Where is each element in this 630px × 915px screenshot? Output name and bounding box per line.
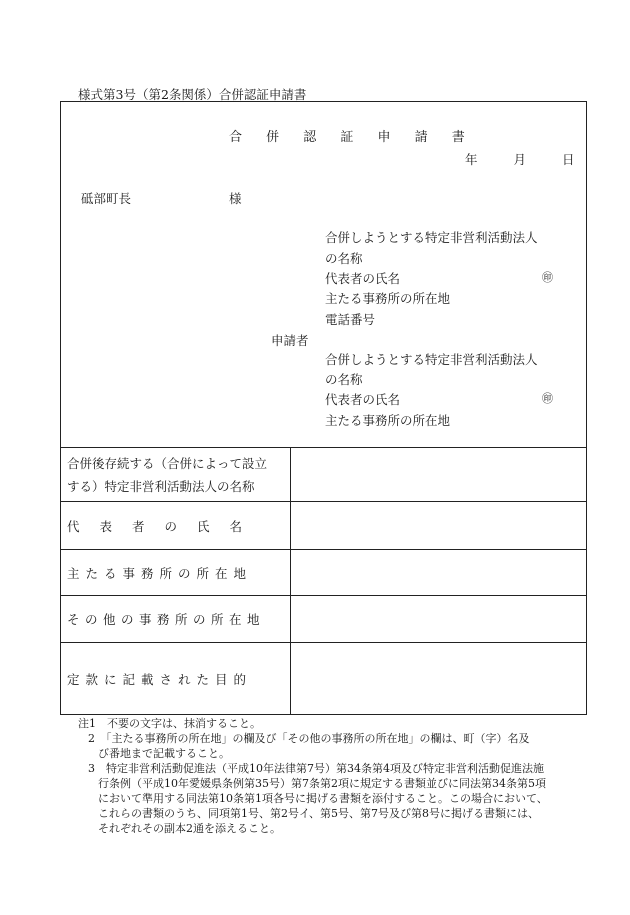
- applicant-1-name-line-2: の名称: [325, 251, 363, 266]
- applicant-2-seal-mark: ㊞: [542, 392, 553, 405]
- recipient-suffix: 様: [229, 191, 242, 206]
- table-row: [61, 550, 586, 596]
- representative-field[interactable]: [291, 502, 587, 550]
- recipient-name: 砥部町長: [81, 191, 132, 206]
- details-table: [61, 447, 586, 715]
- table-row: [61, 502, 586, 550]
- table-row: [61, 596, 586, 643]
- date-line: [465, 150, 574, 168]
- note-3-cont: これらの書類のうち、同項第1号、第2号イ、第5号、第7号及び第8号に掲げる書類には、: [98, 807, 539, 820]
- applicant-label: 申請者: [271, 333, 309, 348]
- notes-section: [78, 716, 548, 836]
- row-label-merged-corp-name: [61, 448, 291, 502]
- note-2-cont: び番地まで記載すること。: [98, 747, 230, 760]
- row-label-other-offices: その他の事務所の所在地: [61, 596, 291, 643]
- applicant-2-name-line-2: の名称: [325, 372, 363, 387]
- form-header-section: [61, 102, 586, 447]
- row-label-line: 合併後存続する（合併によって設立: [67, 456, 268, 471]
- applicant-1-phone: 電話番号: [325, 312, 376, 327]
- applicant-1-seal-mark: ㊞: [542, 271, 553, 284]
- row-label-purpose: 定款に記載された目的: [61, 643, 291, 715]
- note-2: 2 「主たる事務所の所在地」の欄及び「その他の事務所の所在地」の欄は、町（字）名及: [88, 732, 530, 745]
- table-row: [61, 643, 586, 715]
- note-3-cont: それぞれその副本2通を添えること。: [98, 822, 281, 835]
- date-day: 日: [561, 152, 575, 167]
- row-label-representative: 代表者の氏名: [61, 502, 291, 550]
- note-3-cont: 行条例（平成10年愛媛県条例第35号）第7条第2項に規定する書類並びに同法第34条第5項: [98, 777, 546, 790]
- note-1: 注1 不要の文字は、抹消すること。: [78, 717, 261, 730]
- applicant-1-office: 主たる事務所の所在地: [325, 291, 451, 306]
- application-form: [60, 101, 587, 715]
- applicant-1-name-line-1: 合併しようとする特定非営利活動法人: [325, 230, 538, 245]
- applicant-2-office: 主たる事務所の所在地: [325, 413, 451, 428]
- date-year: 年: [465, 152, 478, 167]
- form-label: 様式第3号（第2条関係）合併認証申請書: [78, 87, 307, 102]
- row-label-main-office: 主たる事務所の所在地: [61, 550, 291, 596]
- main-office-field[interactable]: [291, 550, 587, 596]
- purpose-field[interactable]: [291, 643, 587, 715]
- row-label-line: する）特定非営利活動法人の名称: [67, 479, 255, 494]
- date-month: 月: [513, 152, 526, 167]
- note-3: 3 特定非営利活動促進法（平成10年法律第7号）第34条第4項及び特定非営利活動促進法施: [88, 762, 544, 775]
- other-offices-field[interactable]: [291, 596, 587, 643]
- table-row: [61, 448, 586, 502]
- merged-corp-name-field[interactable]: [291, 448, 587, 502]
- applicant-2-representative: 代表者の氏名: [325, 392, 401, 407]
- document-title: 合 併 認 証 申 請 書: [229, 130, 475, 145]
- applicant-1-representative: 代表者の氏名: [325, 271, 401, 286]
- applicant-2-name-line-1: 合併しようとする特定非営利活動法人: [325, 352, 538, 367]
- note-3-cont: において準用する同法第10条第1項各号に掲げる書類を添付すること。この場合において、: [98, 792, 548, 805]
